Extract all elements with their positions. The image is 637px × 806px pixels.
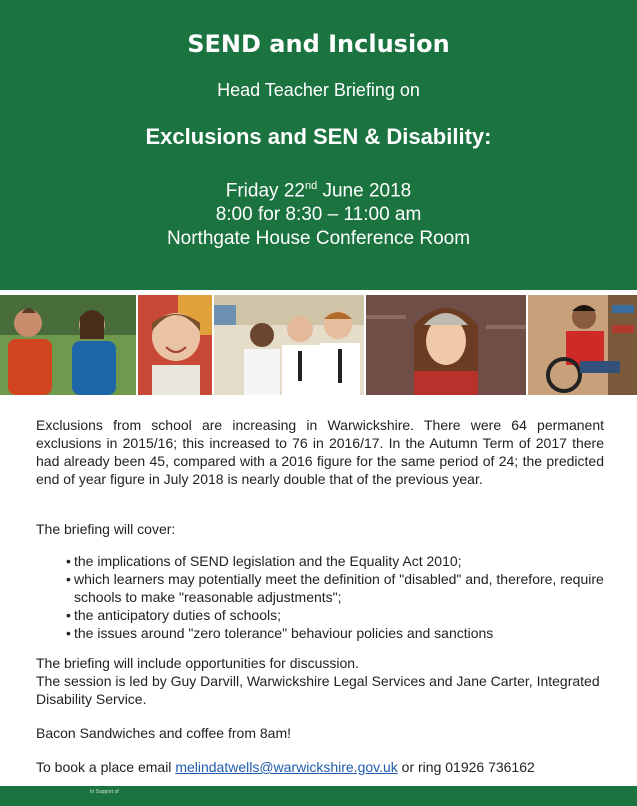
topics-list <box>36 552 604 642</box>
refreshments-note: Bacon Sandwiches and coffee from 8am! <box>36 725 292 741</box>
email-link[interactable]: melindatwells@warwickshire.gov.uk <box>175 759 398 775</box>
intro-paragraph: Exclusions from school are increasing in Warwickshire. There were 64 permanent exclusions in 2015/16; this increased to 76 in 2016/17. In the Autumn Term of 2017 there had already been 45, compared with a 2016 figure for the same period of 24; the predicted end of year figure in July 2018 is nearly double that of the previous year. <box>36 417 604 487</box>
list-item: • the issues around "zero tolerance" behaviour policies and sanctions <box>66 625 494 641</box>
event-time: 8:00 for 8:30 – 11:00 am <box>215 204 422 225</box>
discussion-note: The briefing will include opportunities for discussion. <box>36 655 359 671</box>
bullet-icon: • <box>66 571 71 587</box>
bullet-icon: • <box>66 625 71 641</box>
event-venue: Northgate House Conference Room <box>166 228 471 249</box>
students-photo <box>214 295 364 395</box>
bullet-icon: • <box>66 553 71 569</box>
smiling-child-photo <box>138 295 212 395</box>
cover-intro: The briefing will cover: <box>36 521 176 537</box>
footer-note: In Support of <box>90 789 119 795</box>
presenters-note: The session is led by Guy Darvill, Warwickshire Legal Services and Jane Carter, Integrated Disability Service. <box>36 673 600 707</box>
photo-strip <box>0 290 637 400</box>
children-running-photo <box>0 295 136 395</box>
briefing-topic: Exclusions and SEN & Disability: <box>145 124 492 149</box>
header-banner <box>0 0 637 290</box>
page-title: SEND and Inclusion <box>187 30 450 58</box>
list-item: • the implications of SEND legislation and the Equality Act 2010; <box>66 553 462 569</box>
wheelchair-boy-photo <box>528 295 637 395</box>
list-item: • which learners may potentially meet the definition of "disabled" and, therefore, require schools to make "reasonable adjustments"; <box>66 571 604 605</box>
footer-bar <box>0 786 637 806</box>
bullet-icon: • <box>66 607 71 623</box>
teen-girl-photo <box>366 295 526 395</box>
booking-line: To book a place email melindatwells@warwickshire.gov.uk or ring 01926 736162 <box>36 759 535 775</box>
event-date: Friday 22nd June 2018 <box>225 180 412 202</box>
list-item: • the anticipatory duties of schools; <box>66 607 282 623</box>
briefing-subtitle: Head Teacher Briefing on <box>217 80 420 100</box>
